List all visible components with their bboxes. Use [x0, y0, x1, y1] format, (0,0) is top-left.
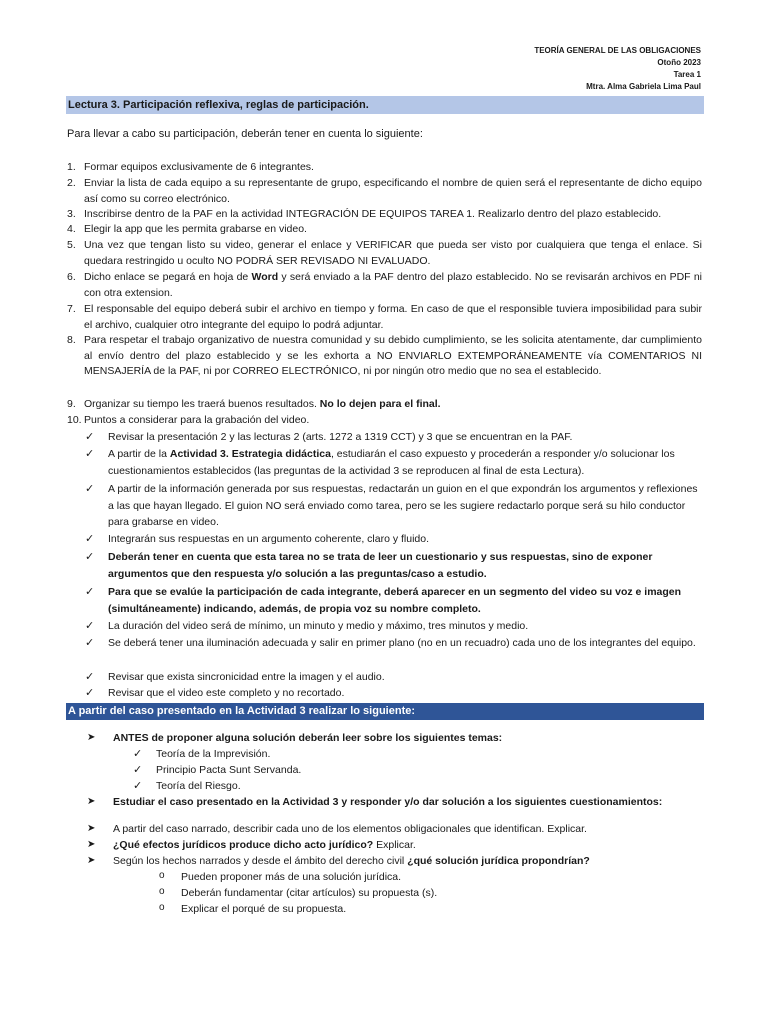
- check-text: Se deberá tener una iluminación adecuada y salir en primer plano (no en un recuadro) cada uno de los integrantes del equipo.: [108, 637, 696, 649]
- numbered-item: [67, 413, 702, 429]
- course-title: TEORÍA GENERAL DE LAS OBLIGACIONES: [534, 46, 701, 55]
- task-label: Tarea 1: [673, 70, 701, 79]
- arrow-item: [87, 794, 702, 810]
- check-mark-icon: ✓: [85, 671, 95, 683]
- arrow-item: [87, 730, 702, 746]
- check-mark-icon: ✓: [85, 431, 95, 443]
- item-number: 7.: [67, 303, 76, 315]
- item-number: 1.: [67, 161, 76, 173]
- item-text: Formar equipos exclusivamente de 6 integrantes.: [84, 161, 314, 173]
- check-bold-text: Para que se evalúe la participación de cada integrante, deberá aparecer en un segmento del video su voz e imagen (simultáneamente) indicando, además, de propia voz su nombre completo.: [108, 586, 682, 615]
- check-item: [85, 446, 702, 479]
- item-text: Una vez que tengan listo su video, generar el enlace y VERIFICAR que pueda ser visto por cualquiera que tenga el enlace. Si quedara restringido u oculto NO PODRÁ SER REVISADO NI EVALUADO.: [84, 239, 702, 267]
- check-item: [85, 549, 702, 582]
- check-text: La duración del video será de mínimo, un minuto y medio y máximo, tres minutos y medio.: [108, 620, 529, 632]
- check-mark-icon: ✓: [85, 637, 95, 649]
- check-text: Revisar que exista sincronicidad entre la imagen y el audio.: [108, 671, 385, 683]
- circle-bullet-icon: o: [159, 902, 165, 913]
- question-text: A partir del caso narrado, describir cada uno de los elementos obligacionales que identifican. Explicar.: [113, 823, 587, 835]
- numbered-item: [67, 207, 702, 223]
- numbered-item: [67, 238, 702, 269]
- item-number: 4.: [67, 223, 76, 235]
- arrow-item: [87, 837, 702, 853]
- check-mark-icon: ✓: [85, 533, 95, 545]
- check-mark-icon: ✓: [133, 748, 143, 760]
- subpoint-item: [159, 885, 437, 901]
- arrow-bullet-icon: ➤: [87, 732, 96, 743]
- check-text: A partir de la: [108, 448, 170, 460]
- numbered-item: [67, 302, 702, 333]
- item-bold-text: No lo dejen para el final.: [319, 398, 441, 410]
- item-bold-text: Word: [251, 271, 279, 283]
- check-item: [85, 531, 702, 548]
- check-item: [85, 429, 702, 446]
- item-text: y será enviado a la PAF dentro del plazo establecido. No se revisarán archivos en PDF ni con otra extension.: [84, 271, 702, 299]
- check-mark-icon: ✓: [133, 780, 143, 792]
- question-bold-text: ¿Qué efectos jurídicos produce dicho acto jurídico?: [113, 839, 374, 851]
- check-text: , estudiarán el caso expuesto y procederán a responder y/o solucionar los cuestionamientos establecidos (las preguntas de la actividad 3 se reproducen al final de esta Lectura).: [108, 448, 675, 477]
- teacher-name: Mtra. Alma Gabriela Lima Paul: [586, 82, 701, 91]
- item-number: 9.: [67, 398, 76, 410]
- check-item: [85, 635, 702, 652]
- check-text: Revisar la presentación 2 y las lecturas 2 (arts. 1272 a 1319 CCT) y 3 que se encuentran en la PAF.: [108, 431, 573, 443]
- item-text: Inscribirse dentro de la PAF en la actividad INTEGRACIÓN DE EQUIPOS TAREA 1. Realizarlo dentro del plazo establecido.: [84, 208, 662, 220]
- item-text: Elegir la app que les permita grabarse en video.: [84, 223, 307, 235]
- topic-text: Principio Pacta Sunt Servanda.: [156, 764, 302, 776]
- subpoint-item: [159, 901, 346, 917]
- activity-study-label: Estudiar el caso presentado en la Actividad 3 y responder y/o dar solución a los siguientes cuestionamientos:: [113, 796, 663, 808]
- numbered-item: [67, 222, 702, 238]
- item-number: 5.: [67, 239, 76, 251]
- check-mark-icon: ✓: [85, 620, 95, 632]
- item-number: 10.: [67, 414, 82, 426]
- arrow-bullet-icon: ➤: [87, 855, 96, 866]
- check-bold-text: Actividad 3. Estrategia didáctica: [169, 448, 331, 460]
- check-mark-icon: ✓: [133, 764, 143, 776]
- arrow-bullet-icon: ➤: [87, 823, 96, 834]
- question-text: Según los hechos narrados y desde el ámbito del derecho civil: [113, 855, 408, 867]
- numbered-item: [67, 160, 702, 176]
- arrow-bullet-icon: ➤: [87, 839, 96, 850]
- item-text: Dicho enlace se pegará en hoja de: [84, 271, 252, 283]
- arrow-item: [87, 853, 702, 869]
- topic-item: [133, 746, 270, 762]
- check-bold-text: Deberán tener en cuenta que esta tarea no se trata de leer un cuestionario y sus respuestas, sino de exponer argumentos que den respuesta y/o solución a las preguntas/caso a estudio.: [108, 551, 653, 580]
- check-mark-icon: ✓: [85, 687, 95, 699]
- arrow-bullet-icon: ➤: [87, 796, 96, 807]
- item-number: 6.: [67, 271, 76, 283]
- subpoint-text: Explicar el porqué de su propuesta.: [181, 903, 347, 915]
- item-text: Para respetar el trabajo organizativo de nuestra comunidad y su debido cumplimiento, se les solicita atentamente, dar cumplimiento al envío dentro del plazo establecido y se les exhorta a NO ENVIARLO EXTEMPORÁNEAMENTE vía COMENTARIOS NI MENSAJERÍA de la PAF, ni por CORREO ELECTRÓNICO, ni por ningún otro medio que no sea el establecido.: [84, 334, 702, 378]
- check-mark-icon: ✓: [85, 586, 95, 598]
- intro-text: Para llevar a cabo su participación, deberán tener en cuenta lo siguiente:: [67, 128, 423, 140]
- check-item: [85, 669, 702, 686]
- section2-title: A partir del caso presentado en la Actividad 3 realizar lo siguiente:: [66, 703, 704, 720]
- check-text: A partir de la información generada por sus respuestas, redactarán un guion en el que expondrán los argumentos y reflexiones a las que hayan llegado. El guion NO será enviado como tarea, pero se les sugiere redactarlo porque será su hilo conductor para grabarse en video.: [108, 483, 698, 528]
- numbered-item: [67, 397, 702, 413]
- numbered-item: [67, 333, 702, 380]
- item-number: 2.: [67, 177, 76, 189]
- topic-text: Teoría del Riesgo.: [156, 780, 241, 792]
- topic-text: Teoría de la Imprevisión.: [156, 748, 271, 760]
- circle-bullet-icon: o: [159, 886, 165, 897]
- check-item: [85, 584, 702, 617]
- subpoint-item: [159, 869, 401, 885]
- subpoint-text: Deberán fundamentar (citar artículos) su propuesta (s).: [181, 887, 438, 899]
- section1-title: Lectura 3. Participación reflexiva, reglas de participación.: [66, 96, 704, 114]
- item-number: 8.: [67, 334, 76, 346]
- item-text: El responsable del equipo deberá subir el archivo en tiempo y forma. En caso de que el responsible tuviera imposibilidad para subir el archivo, cualquier otro integrante del equipo lo podrá adjuntar.: [84, 303, 702, 331]
- topic-item: [133, 762, 301, 778]
- check-mark-icon: ✓: [85, 551, 95, 563]
- question-text: Explicar.: [373, 839, 416, 851]
- item-number: 3.: [67, 208, 76, 220]
- check-mark-icon: ✓: [85, 483, 95, 495]
- numbered-item: [67, 176, 702, 207]
- item-text: Puntos a considerar para la grabación del video.: [84, 414, 310, 426]
- check-item: [85, 618, 702, 635]
- check-item: [85, 685, 702, 702]
- subpoint-text: Pueden proponer más de una solución jurídica.: [181, 871, 402, 883]
- term-label: Otoño 2023: [657, 58, 701, 67]
- check-text: Integrarán sus respuestas en un argumento coherente, claro y fluido.: [108, 533, 430, 545]
- topic-item: [133, 778, 241, 794]
- check-mark-icon: ✓: [85, 448, 95, 460]
- check-text: Revisar que el video este completo y no recortado.: [108, 687, 345, 699]
- question-bold-text: ¿qué solución jurídica propondrían?: [407, 855, 590, 867]
- numbered-item: [67, 270, 702, 301]
- arrow-item: [87, 821, 702, 837]
- circle-bullet-icon: o: [159, 870, 165, 881]
- check-item: [85, 481, 702, 531]
- item-text: Organizar su tiempo les traerá buenos resultados.: [84, 398, 320, 410]
- activity-before-label: ANTES de proponer alguna solución deberán leer sobre los siguientes temas:: [113, 732, 503, 744]
- item-text: Enviar la lista de cada equipo a su representante de grupo, especificando el nombre de quien será el representante de dicho equipo así como su correo electrónico.: [84, 177, 702, 205]
